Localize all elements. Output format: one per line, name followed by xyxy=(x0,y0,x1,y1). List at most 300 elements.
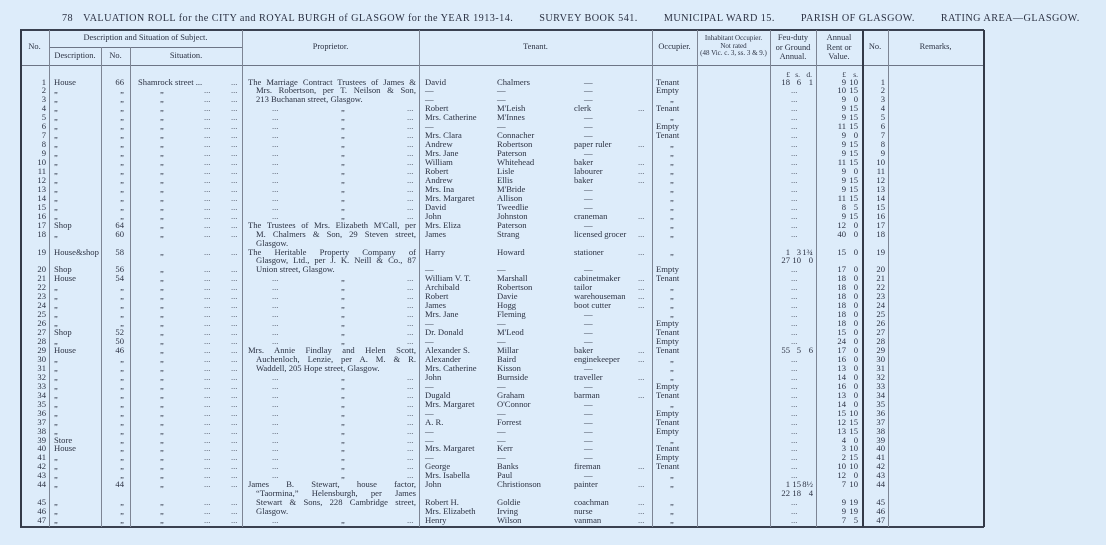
situation: „ xyxy=(160,345,164,355)
rent-shillings: 0 xyxy=(853,94,858,105)
table-row xyxy=(0,516,1000,525)
filler-dots: ... xyxy=(231,291,238,302)
filler-dots: ... xyxy=(791,362,798,373)
proprietor-line: Glasgow. xyxy=(256,506,289,517)
tenant-occupation: — xyxy=(584,380,593,391)
street-number: „ xyxy=(120,130,124,141)
occupier-status: „ xyxy=(670,210,674,221)
filler-dots: ... xyxy=(204,192,211,203)
entry-number-right: 9 xyxy=(880,148,885,159)
tenant-surname: Paterson xyxy=(497,219,527,230)
tenant-first-name: Alexander xyxy=(425,353,461,364)
rent-shillings: 15 xyxy=(849,174,858,185)
ditto-mark: „ xyxy=(341,166,345,176)
entry-number: 21 xyxy=(37,273,46,284)
tenant-first-name: William V. T. xyxy=(425,273,471,284)
description: House xyxy=(54,273,76,284)
occupier-status: „ xyxy=(670,506,674,517)
tenant-first-name: James xyxy=(425,228,447,239)
filler-dots: ... xyxy=(407,300,414,311)
filler-dots: ... xyxy=(204,94,211,105)
ditto-mark: „ xyxy=(341,461,345,472)
filler-dots: ... xyxy=(272,470,279,481)
entry-number-right: 40 xyxy=(876,443,885,454)
header-description-group: Description and Situation of Subject. xyxy=(83,33,208,42)
filler-dots: ... xyxy=(791,327,798,338)
filler-dots: ... xyxy=(204,515,211,526)
proprietor-line: Mrs. Annie Findlay and Helen Scott, xyxy=(248,345,416,355)
filler-dots: ... xyxy=(407,416,414,427)
filler-dots: ... xyxy=(791,130,798,141)
rent-pounds: 3 xyxy=(841,443,846,454)
situation: „ xyxy=(160,148,164,159)
occupier-status: Empty xyxy=(656,336,679,347)
entry-number: 27 xyxy=(37,327,46,338)
street-number: 46 xyxy=(115,345,124,355)
tenant-occupation: baker xyxy=(574,157,594,168)
filler-dots: ... xyxy=(407,318,414,329)
description: „ xyxy=(54,425,58,436)
filler-dots: ... xyxy=(231,443,238,454)
description: „ xyxy=(54,300,58,311)
filler-dots: ... xyxy=(204,166,211,176)
tenant-surname: — xyxy=(497,85,506,96)
filler-dots: ... xyxy=(791,434,798,445)
entry-number: 3 xyxy=(41,94,46,105)
header-inhabitant-line: (48 Vic. c. 3, ss. 3 & 9.) xyxy=(700,49,767,57)
filler-dots: ... xyxy=(204,336,211,347)
entry-number-right: 33 xyxy=(876,380,885,391)
occupier-status: „ xyxy=(670,497,674,508)
filler-dots: ... xyxy=(272,174,279,185)
tenant-occupation: fireman xyxy=(574,461,601,472)
filler-dots: ... xyxy=(231,157,238,168)
entry-number-right: 25 xyxy=(876,309,885,320)
filler-dots: ... xyxy=(204,470,211,481)
occupier-status: Empty xyxy=(656,380,679,391)
entry-number: 20 xyxy=(37,264,46,275)
filler-dots: ... xyxy=(407,192,414,203)
entry-number: 25 xyxy=(37,309,46,320)
rent-shillings: 0 xyxy=(853,371,858,382)
filler-dots: ... xyxy=(231,201,238,212)
tenant-occupation: — xyxy=(584,327,593,338)
rent-shillings: 0 xyxy=(853,246,858,257)
entry-number: 37 xyxy=(37,416,46,427)
feu-pounds: 55 xyxy=(781,345,790,355)
proprietor-line: James B. Stewart, house factor, xyxy=(248,479,416,490)
table-row xyxy=(0,248,1000,266)
filler-dots: ... xyxy=(204,479,211,490)
tenant-occupation: — xyxy=(584,94,593,105)
tenant-first-name: Mrs. Eliza xyxy=(425,219,461,230)
ditto-mark: „ xyxy=(341,192,345,203)
tenant-occupation: — xyxy=(584,192,593,203)
entry-number-right: 24 xyxy=(876,300,885,311)
occupier-status: „ xyxy=(670,148,674,159)
header-inhabitant-line: Inhabitant Occupier. xyxy=(704,34,763,42)
ditto-mark: „ xyxy=(341,452,345,463)
filler-dots: ... xyxy=(791,452,798,463)
proprietor-line: “Taormina,” Helensburgh, per James xyxy=(256,488,416,499)
street-number: „ xyxy=(120,291,124,302)
description: „ xyxy=(54,389,58,400)
tenant-first-name: Robert xyxy=(425,291,449,302)
entry-number-right: 41 xyxy=(876,452,885,463)
rent-shillings: 15 xyxy=(849,112,858,123)
rent-pounds: 2 xyxy=(841,452,846,463)
occupier-status: „ xyxy=(670,157,674,168)
feu-shillings: 3 xyxy=(796,246,801,257)
filler-dots: ... xyxy=(272,452,279,463)
tenant-surname: — xyxy=(497,425,506,436)
filler-dots: ... xyxy=(791,309,798,320)
filler-dots: ... xyxy=(272,282,279,293)
feu-pounds: 27 xyxy=(781,255,790,266)
street-number: „ xyxy=(120,425,124,436)
filler-dots: ... xyxy=(638,139,645,150)
tenant-surname: — xyxy=(497,94,506,105)
page-header xyxy=(62,13,1080,24)
street-number: „ xyxy=(120,148,124,159)
filler-dots: ... xyxy=(638,273,645,284)
header-bottom-border xyxy=(20,65,984,66)
entry-number-right: 28 xyxy=(876,336,885,347)
rent-shillings: 15 xyxy=(849,121,858,132)
description: „ xyxy=(54,121,58,132)
header-feu-line: or Ground xyxy=(775,42,811,52)
tenant-surname: — xyxy=(497,380,506,391)
rent-pounds: 9 xyxy=(841,174,846,185)
street-number: 66 xyxy=(115,76,124,87)
description: „ xyxy=(54,157,58,168)
filler-dots: ... xyxy=(272,309,279,320)
entry-number-right: 32 xyxy=(876,371,885,382)
filler-dots: ... xyxy=(791,380,798,391)
tenant-surname: Goldie xyxy=(497,497,521,508)
rent-pounds: 12 xyxy=(837,219,846,230)
occupier-status: Tenant xyxy=(656,389,680,400)
rent-pounds: 9 xyxy=(841,148,846,159)
rent-pounds: 18 xyxy=(837,273,846,284)
filler-dots: ... xyxy=(638,210,645,221)
tenant-first-name: Mrs. Jane xyxy=(425,309,459,320)
occupier-status: „ xyxy=(670,362,674,373)
rent-pounds: 24 xyxy=(837,336,846,347)
proprietor-line: Glasgow. xyxy=(256,237,289,248)
filler-dots: ... xyxy=(272,416,279,427)
situation: „ xyxy=(160,506,164,517)
header-description: Description. xyxy=(54,51,96,60)
rent-pounds: 15 xyxy=(837,327,846,338)
description: „ xyxy=(54,479,58,490)
filler-dots: ... xyxy=(231,300,238,311)
filler-dots: ... xyxy=(407,291,414,302)
tenant-first-name: — xyxy=(425,425,434,436)
proprietor-line: The Heritable Property Company of xyxy=(248,246,416,257)
street-number: „ xyxy=(120,201,124,212)
situation: „ xyxy=(160,479,164,490)
filler-dots: ... xyxy=(407,273,414,284)
occupier-status: „ xyxy=(670,246,674,257)
entry-number-right: 18 xyxy=(876,228,885,239)
filler-dots: ... xyxy=(204,210,211,221)
ditto-mark: „ xyxy=(341,139,345,150)
tenant-occupation: craneman xyxy=(574,210,608,221)
street-number: „ xyxy=(120,139,124,150)
filler-dots: ... xyxy=(272,371,279,382)
rent-shillings: 10 xyxy=(849,461,858,472)
rent-pounds: 8 xyxy=(841,201,846,212)
filler-dots: ... xyxy=(231,345,238,355)
rent-pounds: 12 xyxy=(837,470,846,481)
tenant-occupation: boot cutter xyxy=(574,300,611,311)
filler-dots: ... xyxy=(231,282,238,293)
tenant-occupation: — xyxy=(584,219,593,230)
occupier-status: „ xyxy=(670,309,674,320)
ditto-mark: „ xyxy=(341,443,345,454)
filler-dots: ... xyxy=(204,452,211,463)
header-proprietor: Proprietor. xyxy=(312,42,349,51)
tenant-first-name: Robert H. xyxy=(425,497,459,508)
rent-shillings: 15 xyxy=(849,148,858,159)
filler-dots: ... xyxy=(272,300,279,311)
filler-dots: ... xyxy=(407,336,414,347)
description: „ xyxy=(54,148,58,159)
filler-dots: ... xyxy=(638,157,645,168)
tenant-occupation: — xyxy=(584,452,593,463)
rating-area: RATING AREA—GLASGOW. xyxy=(940,13,1080,24)
rent-shillings: 0 xyxy=(853,318,858,329)
tenant-first-name: Mrs. Margaret xyxy=(425,192,475,203)
filler-dots: ... xyxy=(204,174,211,185)
street-number: 50 xyxy=(115,336,124,347)
street-number: „ xyxy=(120,407,124,418)
entry-number: 14 xyxy=(37,192,46,203)
entry-number: 31 xyxy=(37,362,46,373)
feu-pounds: 22 xyxy=(781,488,790,499)
filler-dots: ... xyxy=(231,416,238,427)
rent-pounds: 9 xyxy=(841,130,846,141)
street-number: „ xyxy=(120,416,124,427)
filler-dots: ... xyxy=(231,452,238,463)
entry-number-right: 11 xyxy=(876,166,885,176)
situation: „ xyxy=(160,407,164,418)
feu-shillings: 10 xyxy=(792,255,801,266)
description: „ xyxy=(54,407,58,418)
header-number: No. xyxy=(109,51,122,60)
municipal-ward: MUNICIPAL WARD 15. xyxy=(663,13,775,24)
street-number: 58 xyxy=(115,246,124,257)
filler-dots: ... xyxy=(204,389,211,400)
filler-dots: ... xyxy=(791,461,798,472)
rent-pounds: 17 xyxy=(837,345,846,355)
entry-number: 13 xyxy=(37,183,46,194)
tenant-first-name: Mrs. Ina xyxy=(425,183,455,194)
tenant-occupation: — xyxy=(584,470,593,481)
tenant-occupation: tailor xyxy=(574,282,593,293)
tenant-first-name: Mrs. Catherine xyxy=(425,362,477,373)
header-remarks: Remarks, xyxy=(919,42,952,51)
filler-dots: ... xyxy=(791,103,798,114)
entry-number: 7 xyxy=(41,130,46,141)
description: „ xyxy=(54,506,58,517)
entry-number-right: 22 xyxy=(876,282,885,293)
filler-dots: ... xyxy=(791,121,798,132)
entry-number-right: 2 xyxy=(880,85,885,96)
tenant-first-name: — xyxy=(425,264,434,275)
situation: „ xyxy=(160,103,164,114)
entry-number: 19 xyxy=(37,246,46,257)
tenant-first-name: Dr. Donald xyxy=(425,327,464,338)
rent-shillings: 0 xyxy=(853,398,858,409)
rent-pounds: 13 xyxy=(837,425,846,436)
tenant-first-name: Mrs. Margaret xyxy=(425,398,475,409)
tenant-surname: Millar xyxy=(497,345,519,355)
tenant-first-name: A. R. xyxy=(425,416,444,427)
filler-dots: ... xyxy=(407,210,414,221)
filler-dots: ... xyxy=(204,425,211,436)
rent-pounds: 9 xyxy=(841,183,846,194)
rent-pounds: 16 xyxy=(837,353,846,364)
situation: „ xyxy=(160,85,164,96)
filler-dots: ... xyxy=(638,282,645,293)
description: „ xyxy=(54,139,58,150)
tenant-surname: Kisson xyxy=(497,362,521,373)
tenant-surname: Christionson xyxy=(497,479,541,490)
filler-dots: ... xyxy=(231,112,238,123)
feu-shillings: 18 xyxy=(792,488,801,499)
filler-dots: ... xyxy=(407,443,414,454)
rent-shillings: 15 xyxy=(849,425,858,436)
tenant-surname: Strang xyxy=(497,228,520,239)
tenant-occupation: — xyxy=(584,443,593,454)
filler-dots: ... xyxy=(231,76,238,87)
entry-number: 36 xyxy=(37,407,46,418)
description: „ xyxy=(54,282,58,293)
filler-dots: ... xyxy=(791,416,798,427)
filler-dots: ... xyxy=(791,371,798,382)
entry-number: 46 xyxy=(37,506,46,517)
filler-dots: ... xyxy=(204,219,211,230)
description: „ xyxy=(54,362,58,373)
filler-dots: ... xyxy=(407,183,414,194)
description: „ xyxy=(54,380,58,391)
ditto-mark: „ xyxy=(341,291,345,302)
header-no: No. xyxy=(28,42,41,51)
survey-book: SURVEY BOOK 541. xyxy=(539,13,638,24)
tenant-surname: Hogg xyxy=(497,300,517,311)
tenant-surname: Fleming xyxy=(497,309,526,320)
description: „ xyxy=(54,309,58,320)
rent-pounds: 9 xyxy=(841,497,846,508)
situation: „ xyxy=(160,336,164,347)
tenant-surname: Banks xyxy=(497,461,519,472)
street-number: „ xyxy=(120,309,124,320)
rent-shillings: 15 xyxy=(849,192,858,203)
entry-number-right: 15 xyxy=(876,201,885,212)
filler-dots: ... xyxy=(272,201,279,212)
description: „ xyxy=(54,192,58,203)
filler-dots: ... xyxy=(272,157,279,168)
tenant-surname: — xyxy=(497,318,506,329)
filler-dots: ... xyxy=(272,112,279,123)
street-number: 56 xyxy=(115,264,124,275)
tenant-first-name: — xyxy=(425,94,434,105)
rent-shillings: 19 xyxy=(849,506,858,517)
tenant-surname: Wilson xyxy=(497,515,522,526)
entry-number-right: 35 xyxy=(876,398,885,409)
situation: „ xyxy=(160,452,164,463)
tenant-first-name: Mrs. Clara xyxy=(425,130,462,141)
tenant-first-name: David xyxy=(425,201,447,212)
tenant-occupation: — xyxy=(584,148,593,159)
rent-shillings: 10 xyxy=(849,443,858,454)
filler-dots: ... xyxy=(272,183,279,194)
occupier-status: Tenant xyxy=(656,461,680,472)
description: House xyxy=(54,345,76,355)
tenant-surname: — xyxy=(497,336,506,347)
entry-number: 33 xyxy=(37,380,46,391)
filler-dots: ... xyxy=(204,157,211,168)
description: „ xyxy=(54,353,58,364)
entry-number: 40 xyxy=(37,443,46,454)
feu-shillings: 6 xyxy=(796,76,801,87)
table-bottom-border xyxy=(20,526,984,528)
street-number: „ xyxy=(120,183,124,194)
tenant-surname: Davie xyxy=(497,291,518,302)
entry-number-right: 4 xyxy=(880,103,885,114)
rent-shillings: 15 xyxy=(849,183,858,194)
filler-dots: ... xyxy=(407,201,414,212)
occupier-status: „ xyxy=(670,371,674,382)
tenant-first-name: Harry xyxy=(425,246,446,257)
entry-number: 1 xyxy=(41,76,46,87)
filler-dots: ... xyxy=(231,264,238,275)
filler-dots: ... xyxy=(231,246,238,257)
entry-number: 8 xyxy=(41,139,46,150)
rent-pounds: 10 xyxy=(837,85,846,96)
tenant-occupation: painter xyxy=(574,479,598,490)
filler-dots: ... xyxy=(407,309,414,320)
occupier-status: Tenant xyxy=(656,273,680,284)
rent-pounds: 17 xyxy=(837,264,846,275)
filler-dots: ... xyxy=(231,470,238,481)
tenant-first-name: John xyxy=(425,479,442,490)
filler-dots: ... xyxy=(791,273,798,284)
filler-dots: ... xyxy=(272,398,279,409)
rent-pounds: 13 xyxy=(837,389,846,400)
entry-number: 16 xyxy=(37,210,46,221)
occupier-status: „ xyxy=(670,470,674,481)
feu-pence: 4 xyxy=(808,488,813,499)
table-row xyxy=(0,230,1000,248)
header-feu-duty xyxy=(770,33,816,62)
filler-dots: ... xyxy=(231,506,238,517)
feu-pence: 1 xyxy=(808,76,813,87)
tenant-first-name: Mrs. Jane xyxy=(425,148,459,159)
header-tenant: Tenant. xyxy=(523,42,548,51)
rent-shillings: 15 xyxy=(849,452,858,463)
tenant-occupation: — xyxy=(584,130,593,141)
tenant-first-name: Mrs. Margaret xyxy=(425,443,475,454)
tenant-occupation: — xyxy=(584,309,593,320)
entry-number-right: 20 xyxy=(876,264,885,275)
filler-dots: ... xyxy=(231,103,238,114)
tenant-occupation: — xyxy=(584,121,593,132)
rent-pounds: 11 xyxy=(837,157,846,168)
filler-dots: ... xyxy=(231,192,238,203)
